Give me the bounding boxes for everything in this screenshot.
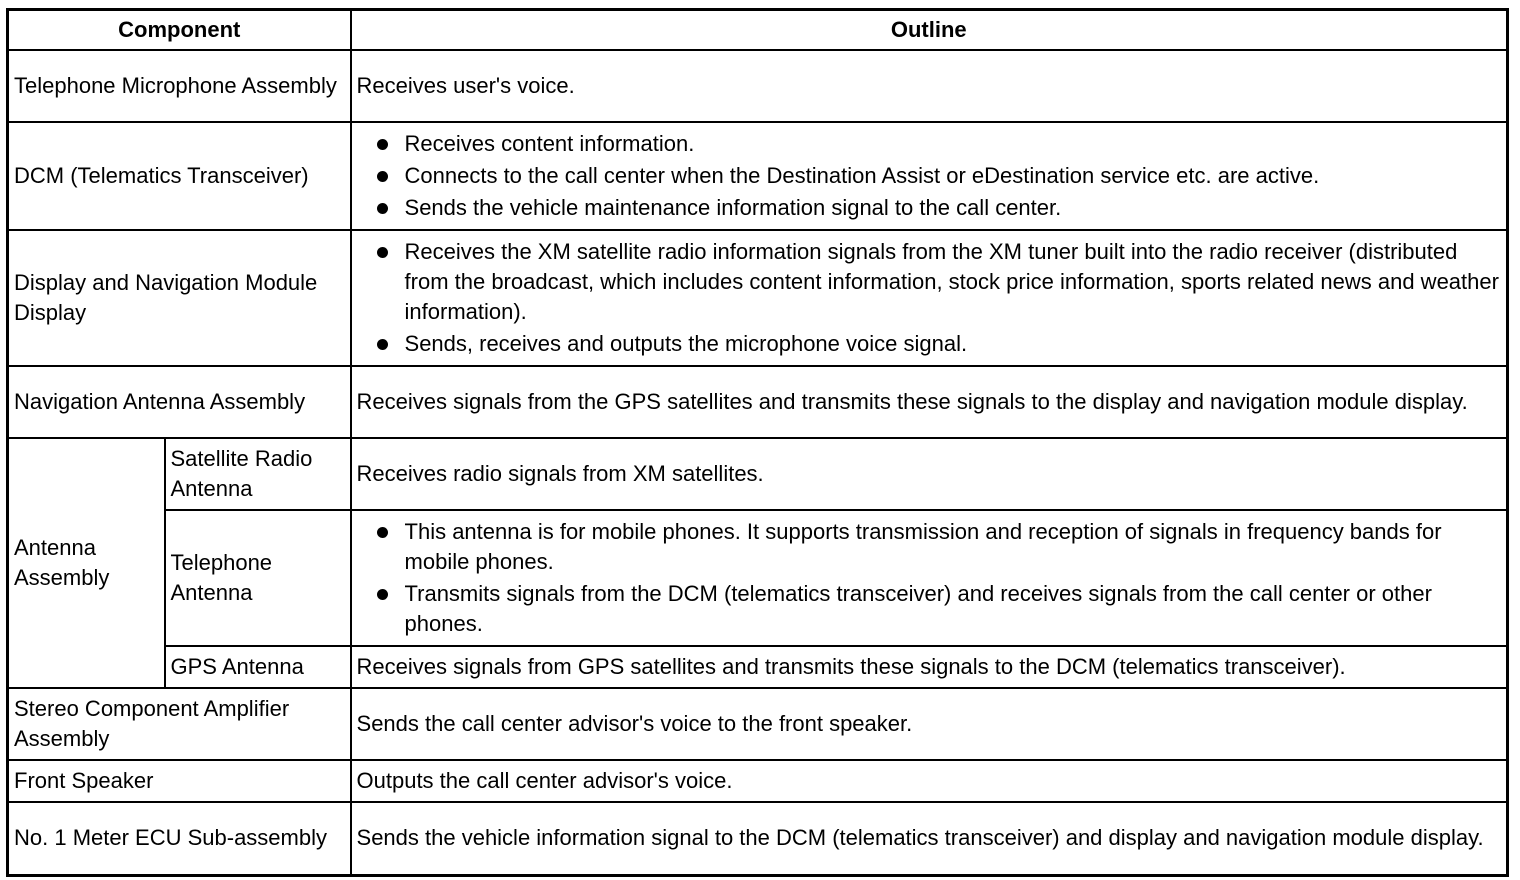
header-row: [8, 10, 1508, 50]
bullet-item: Sends the vehicle maintenance information signal to the call center.: [357, 193, 1502, 223]
bullet-item: This antenna is for mobile phones. It supports transmission and reception of signals in frequency bands for mobile phones.: [357, 517, 1502, 577]
component-cell: Antenna Assembly: [8, 438, 165, 688]
outline-cell: Receives signals from the GPS satellites and transmits these signals to the display and navigation module display.: [351, 366, 1508, 438]
table-row: [8, 646, 1508, 688]
table-row: [8, 438, 1508, 510]
component-cell: No. 1 Meter ECU Sub-assembly: [8, 802, 351, 876]
table-row: [8, 122, 1508, 230]
table-row: [8, 802, 1508, 876]
table-row: [8, 50, 1508, 122]
header-outline: Outline: [351, 10, 1508, 50]
subcomponent-cell: GPS Antenna: [165, 646, 351, 688]
outline-cell: Receives signals from GPS satellites and transmits these signals to the DCM (telematics transceiver).: [351, 646, 1508, 688]
outline-cell: [351, 230, 1508, 366]
outline-cell: [351, 510, 1508, 646]
component-cell: Telephone Microphone Assembly: [8, 50, 351, 122]
bullet-list: [357, 237, 1502, 359]
table-row: [8, 688, 1508, 760]
component-cell: Stereo Component Amplifier Assembly: [8, 688, 351, 760]
bullet-item: Receives the XM satellite radio information signals from the XM tuner built into the radio receiver (distributed from the broadcast, which includes content information, stock price information, sports related news and weather information).: [357, 237, 1502, 327]
bullet-list: [357, 517, 1502, 639]
header-component: Component: [8, 10, 351, 50]
bullet-item: Connects to the call center when the Destination Assist or eDestination service etc. are active.: [357, 161, 1502, 191]
subcomponent-cell: Satellite Radio Antenna: [165, 438, 351, 510]
bullet-item: Receives content information.: [357, 129, 1502, 159]
outline-cell: Receives radio signals from XM satellites.: [351, 438, 1508, 510]
component-cell: Display and Navigation Module Display: [8, 230, 351, 366]
subcomponent-cell: Telephone Antenna: [165, 510, 351, 646]
bullet-item: Transmits signals from the DCM (telematics transceiver) and receives signals from the call center or other phones.: [357, 579, 1502, 639]
table-row: [8, 510, 1508, 646]
outline-cell: Receives user's voice.: [351, 50, 1508, 122]
bullet-item: Sends, receives and outputs the microphone voice signal.: [357, 329, 1502, 359]
outline-cell: Outputs the call center advisor's voice.: [351, 760, 1508, 802]
outline-cell: Sends the call center advisor's voice to the front speaker.: [351, 688, 1508, 760]
outline-cell: Sends the vehicle information signal to the DCM (telematics transceiver) and display and navigation module display.: [351, 802, 1508, 876]
component-outline-table: [6, 8, 1509, 877]
component-cell: Front Speaker: [8, 760, 351, 802]
table-row: [8, 366, 1508, 438]
bullet-list: [357, 129, 1502, 223]
outline-cell: [351, 122, 1508, 230]
component-cell: DCM (Telematics Transceiver): [8, 122, 351, 230]
component-cell: Navigation Antenna Assembly: [8, 366, 351, 438]
table-row: [8, 230, 1508, 366]
table-row: [8, 760, 1508, 802]
